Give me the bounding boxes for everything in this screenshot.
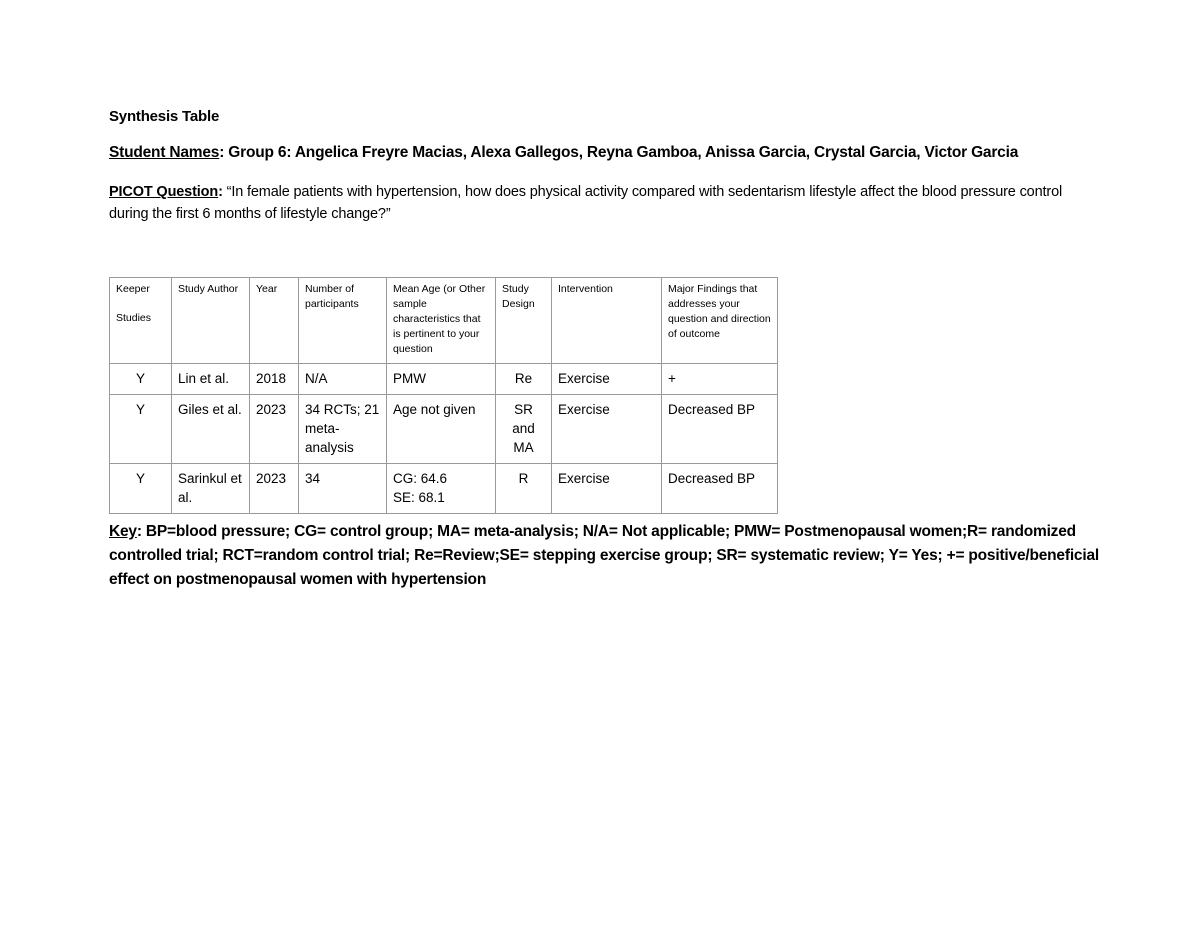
cell-year: 2018 — [250, 364, 299, 395]
synthesis-table — [109, 277, 778, 514]
cell-participants: 34 RCTs; 21 meta-analysis — [299, 395, 387, 464]
header-study-design: Study Design — [496, 278, 552, 364]
cell-year: 2023 — [250, 464, 299, 514]
key-label: Key — [109, 523, 137, 540]
cell-findings: Decreased BP — [662, 395, 778, 464]
cell-participants: 34 — [299, 464, 387, 514]
cell-author: Giles et al. — [172, 395, 250, 464]
header-intervention: Intervention — [552, 278, 662, 364]
cell-mean-age-line1: CG: 64.6 — [393, 471, 448, 486]
cell-mean-age-line2: SE: 68.1 — [393, 490, 445, 505]
picot-colon: : — [218, 184, 223, 200]
table-row — [110, 395, 778, 464]
cell-keeper: Y — [110, 395, 172, 464]
cell-year: 2023 — [250, 395, 299, 464]
cell-intervention: Exercise — [552, 464, 662, 514]
cell-mean-age: Age not given — [387, 395, 496, 464]
picot-label: PICOT Question — [109, 184, 219, 200]
table-row — [110, 364, 778, 395]
cell-keeper: Y — [110, 464, 172, 514]
header-mean-age: Mean Age (or Other sample characteristics that is pertinent to your question — [387, 278, 496, 364]
table-header-row — [110, 278, 778, 364]
header-participants: Number of participants — [299, 278, 387, 364]
cell-keeper: Y — [110, 364, 172, 395]
document-title: Synthesis Table — [109, 108, 220, 125]
cell-findings: Decreased BP — [662, 464, 778, 514]
cell-design: SR and MA — [496, 395, 552, 464]
header-keeper-line2: Studies — [116, 312, 152, 324]
student-names-value: : Group 6: Angelica Freyre Macias, Alexa Gallegos, Reyna Gamboa, Anissa Garcia, Crystal Garcia, Victor Garcia — [219, 144, 1019, 161]
header-year: Year — [250, 278, 299, 364]
table-row — [110, 464, 778, 514]
key-legend — [109, 520, 1099, 592]
cell-intervention: Exercise — [552, 395, 662, 464]
picot-text: “In female patients with hypertension, how does physical activity compared with sedentarism lifestyle affect the blood pressure control during the first 6 months of lifestyle change?” — [109, 184, 1063, 222]
cell-participants: N/A — [299, 364, 387, 395]
cell-findings: + — [662, 364, 778, 395]
student-names-label: Student Names — [109, 144, 220, 161]
key-text: : BP=blood pressure; CG= control group; MA= meta-analysis; N/A= Not applicable; PMW= Postmenopausal women;R= randomized controlled trial; RCT=random control trial; Re=Review;SE= stepping exercise group; SR= systematic review; Y= Yes; += positive/beneficial effect on postmenopausal women with hypertension — [109, 523, 1099, 588]
header-keeper-line1: Keeper — [116, 283, 150, 295]
header-study-author: Study Author — [172, 278, 250, 364]
cell-design: Re — [496, 364, 552, 395]
header-keeper-studies — [110, 278, 172, 364]
cell-author: Sarinkul et al. — [172, 464, 250, 514]
cell-mean-age: PMW — [387, 364, 496, 395]
header-major-findings: Major Findings that addresses your question and direction of outcome — [662, 278, 778, 364]
cell-design: R — [496, 464, 552, 514]
picot-question — [109, 181, 1069, 225]
cell-intervention: Exercise — [552, 364, 662, 395]
cell-mean-age — [387, 464, 496, 514]
student-names-line — [109, 144, 1018, 162]
cell-author: Lin et al. — [172, 364, 250, 395]
